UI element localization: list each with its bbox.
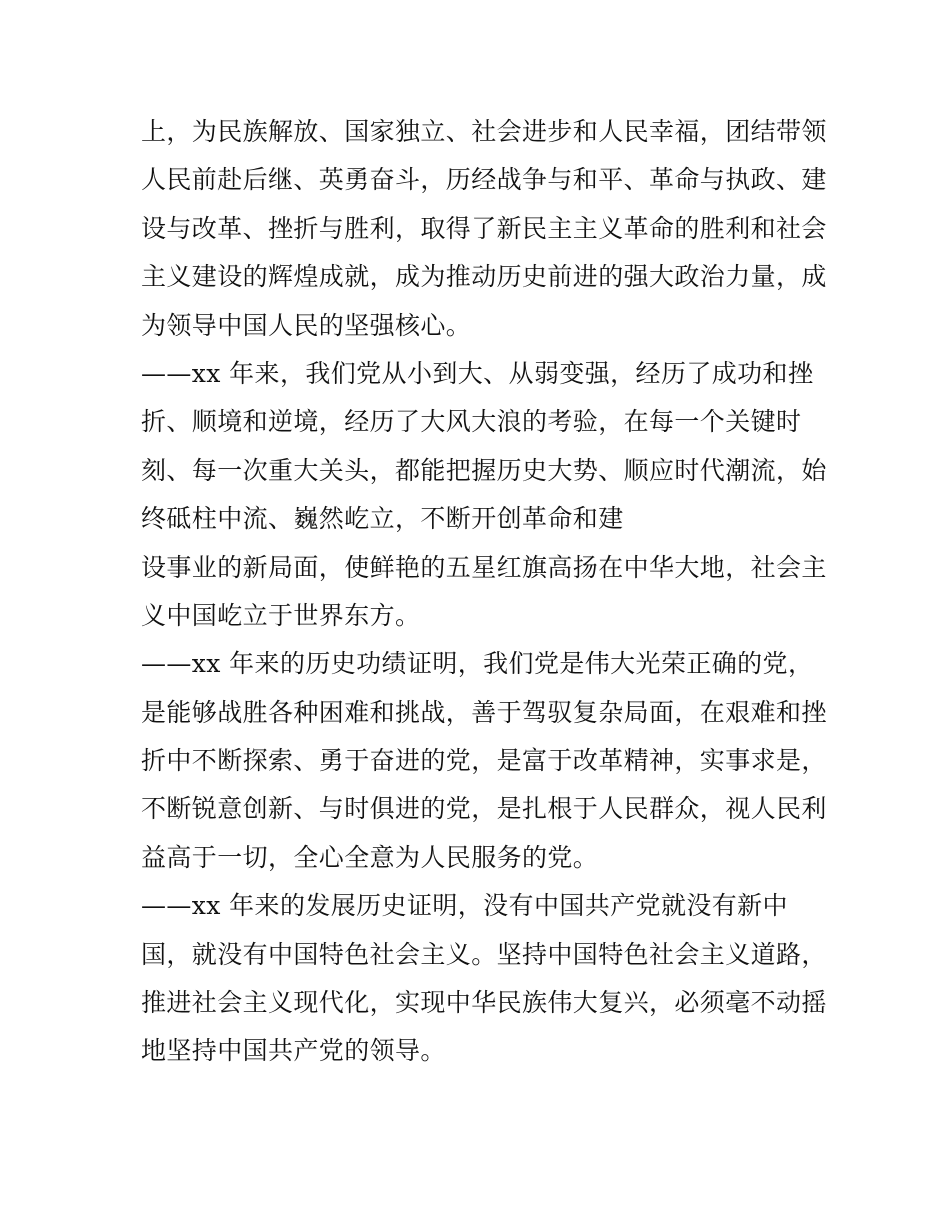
text-line: 设事业的新局面，使鲜艳的五星红旗高扬在中华大地，社会主 [141, 552, 827, 582]
text-line: 设与改革、挫折与胜利，取得了新民主主义革命的胜利和社会 [141, 213, 827, 243]
text-line: ——xx 年来，我们党从小到大、从弱变强，经历了成功和挫 [141, 358, 814, 388]
text-line: 折中不断探索、勇于奋进的党，是富于改革精神，实事求是， [141, 746, 827, 776]
text-line: 刻、每一次重大关头，都能把握历史大势、顺应时代潮流，始 [141, 455, 827, 485]
text-line: 国，就没有中国特色社会主义。坚持中国特色社会主义道路， [141, 939, 827, 969]
text-line: 不断锐意创新、与时俱进的党，是扎根于人民群众，视人民利 [141, 794, 827, 824]
text-line: 人民前赴后继、英勇奋斗，历经战争与和平、革命与执政、建 [141, 165, 827, 195]
body-text [141, 108, 831, 1076]
text-line: ——xx 年来的发展历史证明，没有中国共产党就没有新中 [141, 891, 788, 921]
text-line: 义中国屹立于世界东方。 [141, 600, 421, 630]
text-line: ——xx 年来的历史功绩证明，我们党是伟大光荣正确的党， [141, 649, 814, 679]
text-line: 是能够战胜各种困难和挑战，善于驾驭复杂局面，在艰难和挫 [141, 697, 827, 727]
text-line: 地坚持中国共产党的领导。 [141, 1036, 446, 1066]
text-line: 益高于一切，全心全意为人民服务的党。 [141, 842, 599, 872]
text-line: 终砥柱中流、巍然屹立，不断开创革命和建 [141, 504, 624, 534]
text-line: 折、顺境和逆境，经历了大风大浪的考验，在每一个关键时 [141, 407, 802, 437]
text-line: 上，为民族解放、国家独立、社会进步和人民幸福，团结带领 [141, 117, 827, 146]
text-line: 推进社会主义现代化，实现中华民族伟大复兴，必须毫不动摇 [141, 988, 827, 1018]
text-line: 为领导中国人民的坚强核心。 [141, 310, 472, 340]
text-line: 主义建设的辉煌成就，成为推动历史前进的强大政治力量，成 [141, 262, 827, 292]
